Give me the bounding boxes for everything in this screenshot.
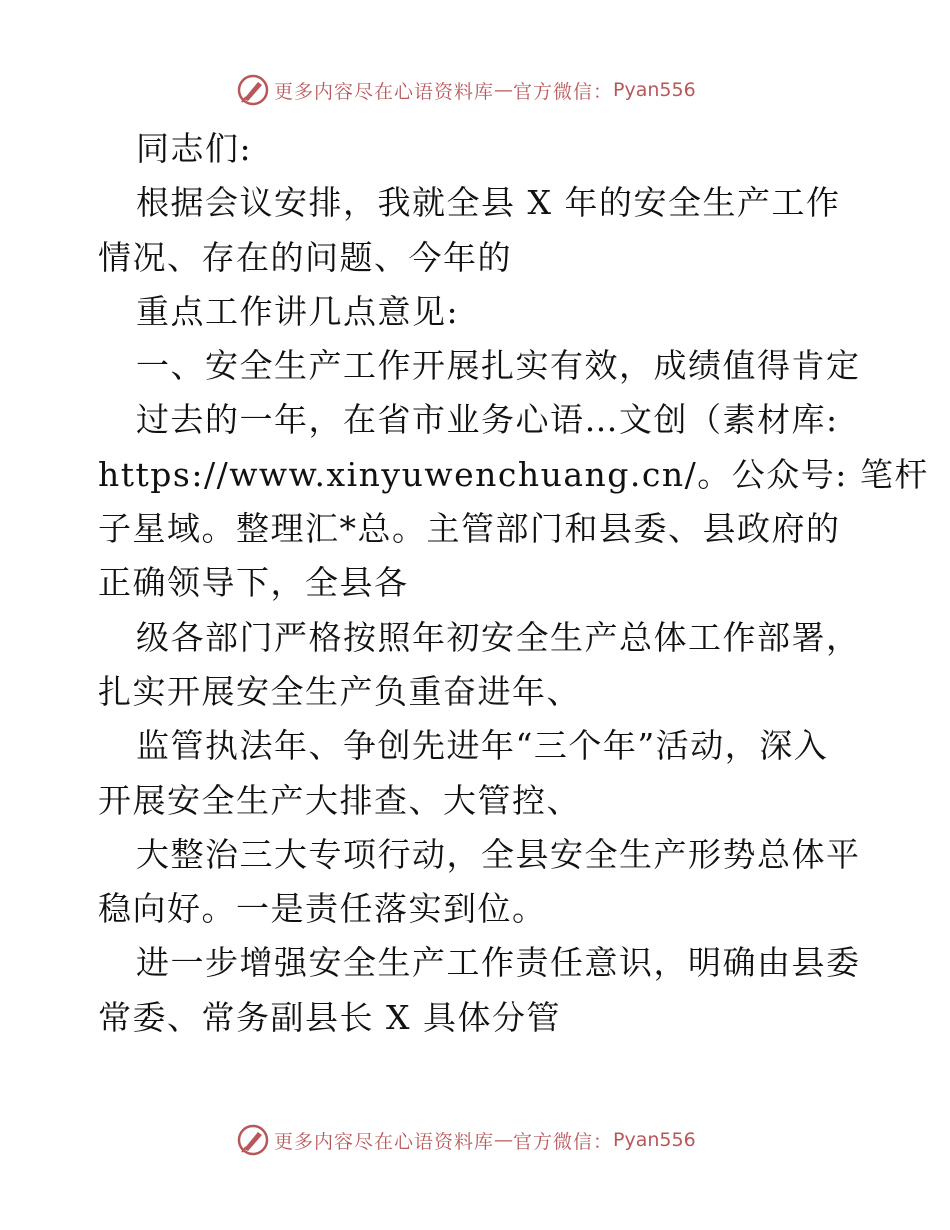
text-line: 开展安全生产大排查、大管控、 [98, 780, 581, 820]
quill-pen-logo-icon [236, 73, 270, 107]
text-line: 重点工作讲几点意见: [136, 291, 460, 331]
text-line: 子星域。整理汇*总。主管部门和县委、县政府的 [98, 509, 841, 549]
text-line: 监管执法年、争创先进年“三个年”活动，深入 [136, 726, 829, 766]
text-line: 稳向好。一是责任落实到位。 [98, 889, 547, 929]
watermark-separator: — [494, 1129, 514, 1151]
text-line: 根据会议安排，我就全县 X 年的安全生产工作 [136, 183, 841, 223]
text-line: 情况、存在的问题、今年的 [98, 237, 512, 277]
header-watermark [236, 72, 696, 108]
document-body [98, 122, 929, 1045]
text-line: 正确领导下，全县各 [98, 563, 409, 603]
watermark-wechat-label: 官方微信： [513, 80, 614, 103]
text-line: https://www.xinyuwenchuang.cn/。公众号: 笔杆 [98, 454, 929, 494]
watermark-wechat-id: Pyan556 [613, 1129, 696, 1151]
watermark-wechat-label: 官方微信： [513, 1130, 614, 1153]
text-line: 过去的一年，在省市业务心语…文创（素材库: [136, 400, 839, 440]
text-line: 常委、常务副县长 X 具体分管 [98, 997, 561, 1037]
footer-watermark [236, 1122, 696, 1158]
watermark-wechat-id: Pyan556 [613, 79, 696, 101]
watermark-site-text: 更多内容尽在心语资料库 [274, 80, 495, 103]
quill-pen-logo-icon [236, 1123, 270, 1157]
watermark-separator: — [494, 79, 514, 101]
text-line: 大整治三大专项行动，全县安全生产形势总体平 [136, 834, 861, 874]
text-line: 同志们: [136, 129, 253, 168]
text-line: 一、安全生产工作开展扎实有效，成绩值得肯定 [136, 346, 861, 386]
text-line: 扎实开展安全生产负重奋进年、 [98, 671, 581, 711]
text-line: 级各部门严格按照年初安全生产总体工作部署， [136, 617, 861, 657]
watermark-site-text: 更多内容尽在心语资料库 [274, 1130, 495, 1153]
text-line: 进一步增强安全生产工作责任意识，明确由县委 [136, 943, 861, 983]
